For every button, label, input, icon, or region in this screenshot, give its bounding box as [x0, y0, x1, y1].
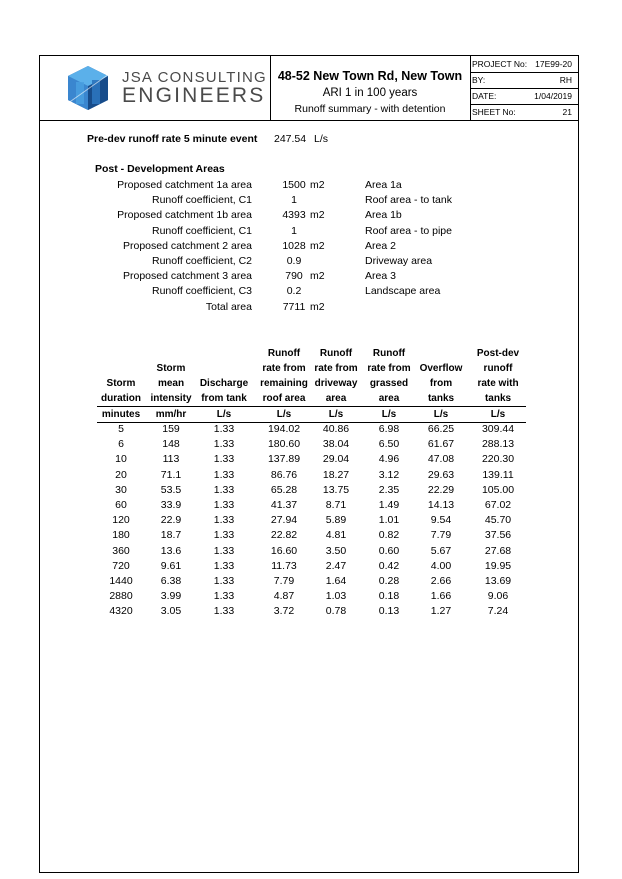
table-cell: 18.27: [322, 468, 350, 481]
table-cell: 40.86: [322, 423, 350, 435]
table-cell: 6: [118, 438, 124, 451]
column-header: rate from: [367, 363, 411, 374]
postdev-row-label: Proposed catchment 1a area: [117, 179, 252, 191]
table-cell: 720: [112, 559, 130, 572]
table-cell: 1.27: [430, 605, 452, 618]
predev-unit: L/s: [314, 133, 329, 145]
column-header: runoff: [483, 363, 513, 374]
column-header: tanks: [484, 393, 512, 404]
postdev-row-note: Roof area - to tank: [365, 194, 452, 207]
company-name-line1: JSA CONSULTING: [122, 69, 267, 86]
column-unit: L/s: [381, 409, 397, 420]
table-cell: 105.00: [481, 483, 515, 496]
table-cell: 6.98: [378, 423, 400, 435]
table-cell: 4.96: [378, 453, 400, 466]
postdev-row-note: Area 2: [365, 239, 396, 252]
company-name-line2: ENGINEERS: [122, 84, 266, 107]
table-cell: 1.33: [213, 499, 235, 511]
table-cell: 38.04: [322, 438, 350, 451]
postdev-row-note: Landscape area: [365, 285, 441, 298]
postdev-row-value: 1: [291, 224, 297, 237]
table-cell: 1.33: [213, 529, 235, 542]
meta-label: SHEET No:: [472, 107, 516, 117]
table-cell: 13.75: [322, 483, 350, 496]
table-cell: 6.38: [160, 575, 182, 587]
table-cell: 0.42: [378, 559, 400, 572]
meta-label: PROJECT No:: [472, 59, 528, 69]
postdev-row-value: 4393: [282, 209, 306, 222]
column-header: Runoff: [267, 348, 301, 359]
table-cell: 3.99: [160, 590, 182, 603]
table-cell: 30: [115, 483, 127, 496]
postdev-row-value: 0.9: [286, 255, 302, 267]
postdev-row-label: Runoff coefficient, C2: [151, 255, 252, 267]
table-cell: 33.9: [160, 499, 182, 511]
meta-row-by: [470, 72, 578, 89]
postdev-row-unit: m2: [310, 270, 325, 283]
table-cell: 29.04: [322, 453, 350, 466]
table-cell: 16.60: [270, 544, 298, 557]
table-cell: 3.12: [378, 468, 400, 481]
table-cell: 22.29: [427, 483, 455, 496]
table-cell: 22.9: [160, 514, 182, 527]
table-cell: 220.30: [481, 453, 515, 466]
table-cell: 5: [118, 423, 124, 435]
postdev-row-note: Area 1b: [365, 209, 402, 222]
table-cell: 45.70: [484, 514, 512, 527]
postdev-row-note: Area 3: [365, 270, 396, 283]
table-cell: 288.13: [481, 438, 515, 451]
table-cell: 3.05: [160, 605, 182, 618]
table-cell: 1440: [109, 575, 133, 587]
postdev-row-note: Roof area - to pipe: [365, 224, 452, 237]
table-cell: 9.06: [487, 590, 509, 603]
table-cell: 5.67: [430, 544, 452, 557]
table-cell: 0.18: [378, 590, 400, 603]
table-cell: 2.66: [430, 575, 452, 587]
table-cell: 1.33: [213, 483, 235, 496]
table-cell: 71.1: [160, 468, 182, 481]
table-cell: 0.28: [378, 575, 400, 587]
column-unit: L/s: [328, 409, 344, 420]
column-header: Runoff: [319, 348, 353, 359]
sheet-description: Runoff summary - with detention: [294, 103, 446, 115]
postdev-row-label: Proposed catchment 3 area: [123, 270, 252, 283]
table-cell: 1.01: [378, 514, 400, 527]
table-cell: 7.79: [430, 529, 452, 542]
table-cell: 86.76: [270, 468, 298, 481]
table-cell: 3.72: [273, 605, 295, 618]
table-cell: 6.50: [378, 438, 400, 451]
table-cell: 4.81: [325, 529, 347, 542]
table-cell: 7.79: [273, 575, 295, 587]
postdev-row-note: Driveway area: [365, 255, 433, 267]
table-cell: 4.87: [273, 590, 295, 603]
meta-value: 1/04/2019: [534, 91, 572, 101]
table-cell: 20: [115, 468, 127, 481]
table-cell: 60: [115, 499, 127, 511]
postdev-row-value: 7711: [282, 300, 306, 313]
table-cell: 1.64: [325, 575, 347, 587]
meta-row-sheet: [470, 104, 578, 120]
title-cell: [270, 56, 471, 120]
table-cell: 13.69: [484, 575, 512, 587]
table-cell: 360: [112, 544, 130, 557]
table-cell: 148: [162, 438, 180, 451]
column-header: grassed: [369, 378, 409, 389]
table-cell: 13.6: [160, 544, 182, 557]
table-cell: 9.54: [430, 514, 452, 527]
table-cell: 2.47: [325, 559, 347, 572]
column-header: rate from: [262, 363, 306, 374]
table-cell: 1.03: [325, 590, 347, 603]
logo-cell: [40, 56, 271, 120]
postdev-row-value: 1028: [282, 239, 306, 252]
meta-cell: [470, 56, 578, 120]
postdev-row-unit: m2: [310, 239, 325, 252]
table-cell: 0.78: [325, 605, 347, 618]
column-header: area: [378, 393, 400, 404]
table-cell: 66.25: [427, 423, 455, 435]
table-cell: 120: [112, 514, 130, 527]
table-cell: 27.68: [484, 544, 512, 557]
table-cell: 67.02: [484, 499, 512, 511]
column-header: from: [429, 378, 453, 389]
postdev-row-label: Proposed catchment 1b area: [117, 209, 252, 222]
table-cell: 1.33: [213, 514, 235, 527]
column-unit: L/s: [433, 409, 449, 420]
table-cell: 1.33: [213, 544, 235, 557]
column-header: Runoff: [372, 348, 406, 359]
table-cell: 1.33: [213, 575, 235, 587]
table-cell: 0.60: [378, 544, 400, 557]
predev-value: 247.54: [274, 133, 307, 145]
table-cell: 10: [115, 453, 127, 466]
project-title: 48-52 New Town Rd, New Town: [277, 69, 463, 83]
column-header: duration: [101, 393, 141, 404]
column-header: rate with: [477, 378, 519, 389]
table-cell: 29.63: [427, 468, 455, 481]
table-cell: 113: [162, 453, 180, 466]
postdev-row-unit: m2: [310, 300, 325, 313]
table-cell: 1.33: [213, 453, 235, 466]
column-header: Discharge: [199, 378, 249, 389]
table-cell: 41.37: [270, 499, 298, 511]
meta-row-date: [470, 88, 578, 105]
column-header: area: [325, 393, 347, 404]
table-cell: 5.89: [325, 514, 347, 527]
table-cell: 1.33: [213, 438, 235, 451]
meta-value: 17E99-20: [535, 59, 572, 69]
table-cell: 7.24: [487, 605, 509, 618]
postdev-row-label: Runoff coefficient, C3: [151, 285, 252, 298]
postdev-row-unit: m2: [310, 209, 325, 222]
table-cell: 180.60: [267, 438, 301, 451]
project-subtitle: ARI 1 in 100 years: [322, 87, 418, 99]
column-header: remaining: [260, 378, 308, 389]
table-cell: 27.94: [270, 514, 298, 527]
table-cell: 2880: [109, 590, 133, 603]
table-cell: 19.95: [484, 559, 512, 572]
table-cell: 18.7: [160, 529, 182, 542]
document-page: [39, 55, 579, 873]
column-header: driveway: [314, 378, 358, 389]
table-cell: 2.35: [378, 483, 400, 496]
column-unit: L/s: [216, 409, 232, 420]
table-cell: 1.33: [213, 423, 235, 435]
postdev-row-label: Runoff coefficient, C1: [151, 194, 252, 207]
predev-label: Pre-dev runoff rate 5 minute event: [87, 133, 258, 145]
table-cell: 3.50: [325, 544, 347, 557]
table-cell: 137.89: [267, 453, 301, 466]
table-cell: 22.82: [270, 529, 298, 542]
column-unit: L/s: [490, 409, 506, 420]
table-cell: 65.28: [270, 483, 298, 496]
postdev-row-note: Area 1a: [365, 179, 402, 191]
table-cell: 1.49: [378, 499, 400, 511]
postdev-heading: Post - Development Areas: [95, 163, 225, 175]
column-header: from tank: [201, 393, 247, 404]
table-cell: 1.33: [213, 468, 235, 481]
postdev-row-unit: m2: [310, 179, 325, 191]
table-cell: 139.11: [482, 468, 514, 481]
column-header: intensity: [150, 393, 192, 404]
postdev-row-value: 0.2: [286, 285, 302, 298]
company-logo-icon: [62, 62, 114, 114]
table-cell: 1.66: [430, 590, 452, 603]
meta-label: DATE:: [472, 91, 497, 101]
meta-value: 21: [562, 107, 572, 117]
column-header: rate from: [314, 363, 358, 374]
column-header: tanks: [427, 393, 455, 404]
column-unit: mm/hr: [155, 409, 187, 420]
meta-label: BY:: [472, 75, 486, 85]
column-unit: L/s: [276, 409, 292, 420]
postdev-row-label: Proposed catchment 2 area: [123, 239, 252, 252]
column-header: mean: [157, 378, 185, 389]
table-cell: 47.08: [427, 453, 455, 466]
column-unit: minutes: [101, 409, 141, 420]
postdev-row-value: 1500: [282, 179, 306, 191]
table-cell: 9.61: [160, 559, 182, 572]
postdev-row-label: Total area: [205, 300, 252, 313]
meta-value: RH: [559, 75, 572, 85]
table-cell: 0.13: [378, 605, 400, 618]
column-header: roof area: [262, 393, 306, 404]
table-cell: 159: [162, 423, 180, 435]
table-cell: 4320: [109, 605, 133, 618]
table-cell: 0.82: [378, 529, 400, 542]
table-cell: 180: [112, 529, 130, 542]
title-block: [40, 56, 578, 121]
table-cell: 1.33: [213, 559, 235, 572]
table-cell: 1.33: [213, 590, 235, 603]
postdev-row-value: 1: [291, 194, 297, 207]
column-header: Overflow: [419, 363, 463, 374]
table-cell: 4.00: [430, 559, 452, 572]
table-cell: 1.33: [213, 605, 235, 618]
table-cell: 309.44: [481, 423, 515, 435]
table-cell: 61.67: [427, 438, 455, 451]
postdev-row-value: 790: [285, 270, 303, 283]
column-header: Post-dev: [476, 348, 520, 359]
postdev-row-label: Runoff coefficient, C1: [151, 224, 252, 237]
table-cell: 8.71: [325, 499, 347, 511]
column-header: Storm: [106, 378, 136, 389]
meta-row-project: [470, 56, 578, 73]
table-cell: 37.56: [484, 529, 512, 542]
column-header: Storm: [156, 363, 186, 374]
table-cell: 53.5: [160, 483, 182, 496]
table-cell: 11.73: [271, 559, 297, 572]
table-cell: 194.02: [267, 423, 301, 435]
table-cell: 14.13: [427, 499, 455, 511]
